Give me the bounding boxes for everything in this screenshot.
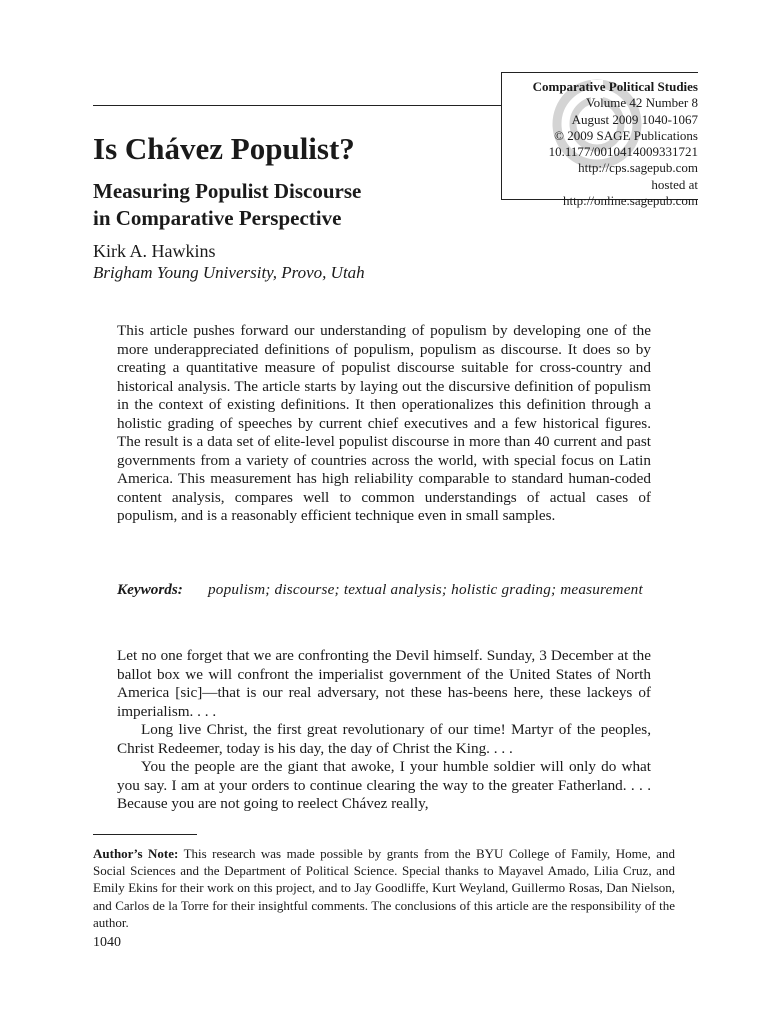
- journal-issue: August 2009 1040-1067: [571, 111, 698, 127]
- journal-hosted-label: hosted at: [651, 176, 698, 192]
- article-subtitle: [93, 178, 453, 232]
- page-number: 1040: [93, 935, 121, 950]
- journal-doi: 10.1177/0010414009331721: [548, 144, 698, 160]
- journal-metadata: [533, 79, 698, 209]
- keywords-list: populism; discourse; textual analysis; holistic grading; measurement: [208, 581, 643, 598]
- author-note: [93, 845, 675, 931]
- journal-name: Comparative Political Studies: [532, 79, 698, 94]
- abstract: This article pushes forward our understanding of populism by developing one of the more underappreciated definitions of populism, populism as discourse. It does so by creating a quantitative measure of populist discourse suitable for cross-country and historical analysis. The article starts by laying out the discursive definition of populism in the context of existing definitions. It then operationalizes this definition through a holistic grading of speeches by current chief executives and a few historical figures. The result is a data set of elite-level populist discourse in more than 40 current and past governments from a variety of countries across the world, with special focus on Latin America. This measurement has high reliability comparable to standard human-coded content analysis, compares well to common understandings of actual cases of populism, and is a reasonably efficient technique even in small samples.: [117, 322, 651, 524]
- keywords: [117, 581, 651, 600]
- title-rule: [93, 105, 502, 106]
- quote-paragraph-2: Long live Christ, the first great revolutionary of our time! Martyr of the peoples, Christ Redeemer, today is his day, the day of Christ the King. . . .: [117, 721, 651, 757]
- author-note-label: Author’s Note:: [93, 846, 179, 861]
- journal-copyright: © 2009 SAGE Publications: [554, 127, 698, 143]
- journal-volume: Volume 42 Number 8: [585, 95, 698, 111]
- epigraph-quote: [117, 647, 651, 814]
- journal-host-url[interactable]: http://online.sagepub.com: [562, 193, 698, 209]
- quote-paragraph-3: You the people are the giant that awoke, I your humble soldier will only do what you say. I am at your orders to continue clearing the way to the greater Fatherland. . . . Because you are not going to reelect Chávez really,: [117, 758, 651, 812]
- subtitle-line-2: in Comparative Perspective: [93, 206, 342, 230]
- author-affiliation: Brigham Young University, Provo, Utah: [93, 263, 365, 282]
- journal-url[interactable]: http://cps.sagepub.com: [578, 160, 698, 176]
- author-note-text: This research was made possible by grants from the BYU College of Family, Home, and Social Sciences and the Department of Political Science. Special thanks to Mayavel Amado, Lilia Cruz, and Emily Ekins for their work on this project, and to Jay Goodliffe, Kurt Weyland, Guillermo Rosas, Dan Nielson, and Carlos de la Torre for their insightful comments. The conclusions of this article are the responsibility of the author.: [93, 846, 675, 930]
- footnote-rule: [93, 834, 197, 835]
- quote-paragraph-1: Let no one forget that we are confronting the Devil himself. Sunday, 3 December at the ballot box we will confront the imperialist government of the United States of North America [sic]—that is our real adversary, not these has-beens here, these lackeys of imperialism. . . .: [117, 647, 651, 720]
- subtitle-line-1: Measuring Populist Discourse: [93, 179, 362, 203]
- article-title: Is Chávez Populist?: [93, 131, 355, 166]
- keywords-label: Keywords:: [117, 581, 183, 598]
- author-name: Kirk A. Hawkins: [93, 241, 216, 261]
